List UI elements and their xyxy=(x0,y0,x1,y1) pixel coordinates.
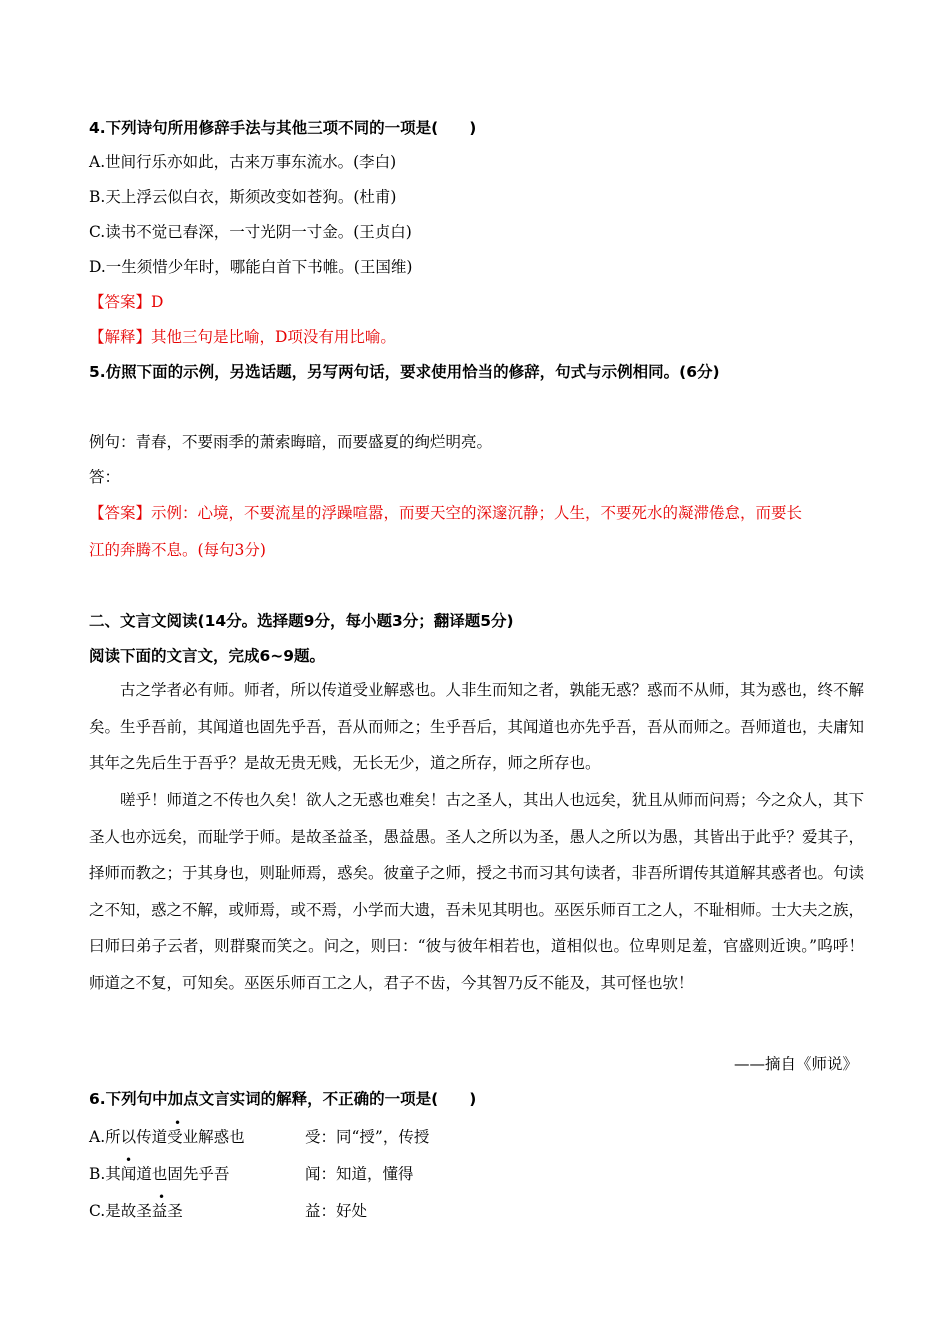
emphasis-dot-icon: • xyxy=(158,1190,166,1204)
question-4-answer: 【答案】D xyxy=(89,293,164,311)
emphasis-dot-icon: • xyxy=(174,1116,182,1130)
question-4-option-c: C.读书不觉已春深，一寸光阴一寸金。(王贞白) xyxy=(89,223,412,241)
question-4-explanation: 【解释】其他三句是比喻，D项没有用比喻。 xyxy=(89,328,396,346)
question-5-example: 例句：青春，不要雨季的萧索晦暗，而要盛夏的绚烂明亮。 xyxy=(89,433,493,451)
question-4-option-a: A.世间行乐亦如此，古来万事东流水。(李白) xyxy=(89,153,397,171)
question-6-stem: 6.下列句中加点文言实词的解释，不正确的一项是( ) xyxy=(89,1090,477,1108)
passage-paragraph-2: 嗟乎！师道之不传也久矣！欲人之无惑也难矣！古之圣人，其出人也远矣，犹且从师而问焉；今之众人，其下圣人也亦远矣，而耻学于师。是故圣益圣，愚益愚。圣人之所以为圣，愚人之所以为愚，其皆出于此乎？爱其子，择师而教之；于其身也，则耻师焉，惑矣。彼童子之师，授之书而习其句读者，非吾所谓传其道解其惑者也。句读之不知，惑之不解，或师焉，或不焉，小学而大遗，吾未见其明也。巫医乐师百工之人，不耻相师。士大夫之族，曰师曰弟子云者，则群聚而笑之。问之，则曰：“彼与彼年相若也，道相似也。位卑则足羞，官盛则近谀。”呜呼！师道之不复，可知矣。巫医乐师百工之人，君子不齿，今其智乃反不能及，其可怪也欤！ xyxy=(89,791,865,992)
question-6-option-b-definition: 闻：知道，懂得 xyxy=(305,1165,414,1183)
question-5-answer-line-2: 江的奔腾不息。(每句3分) xyxy=(89,541,266,559)
emphasis-dot-icon: • xyxy=(125,1153,133,1167)
question-5-answer-line-1: 【答案】示例：心境，不要流星的浮躁喧嚣，而要天空的深邃沉静；人生，不要死水的凝滞倦怠，而要长 xyxy=(89,504,803,522)
question-6-option-c-sentence: C.是故圣益圣 xyxy=(89,1202,183,1220)
passage-source: ——摘自《师说》 xyxy=(733,1055,858,1073)
question-6-option-a-sentence: A.所以传道受业解惑也 xyxy=(89,1128,245,1146)
question-6-option-a-definition: 受：同“授”，传授 xyxy=(305,1128,430,1146)
question-5-stem: 5.仿照下面的示例，另选话题，另写两句话，要求使用恰当的修辞，句式与示例相同。(6分) xyxy=(89,363,720,381)
section-2-instruction: 阅读下面的文言文，完成6~9题。 xyxy=(89,647,326,665)
passage-paragraph-1: 古之学者必有师。师者，所以传道受业解惑也。人非生而知之者，孰能无惑？惑而不从师，其为惑也，终不解矣。生乎吾前，其闻道也固先乎吾，吾从而师之；生乎吾后，其闻道也亦先乎吾，吾从而师之。吾师道也，夫庸知其年之先后生于吾乎？是故无贵无贱，无长无少，道之所存，师之所存也。 xyxy=(89,681,865,772)
question-4-stem: 4.下列诗句所用修辞手法与其他三项不同的一项是( ) xyxy=(89,119,477,137)
question-4-option-d: D.一生须惜少年时，哪能白首下书帷。(王国维) xyxy=(89,258,413,276)
section-2-heading: 二、文言文阅读(14分。选择题9分，每小题3分；翻译题5分) xyxy=(89,612,514,630)
question-6-option-b-sentence: B.其闻道也固先乎吾 xyxy=(89,1165,230,1183)
question-5-answer-prompt: 答： xyxy=(89,468,121,486)
question-6-option-c-definition: 益：好处 xyxy=(305,1202,368,1220)
question-4-option-b: B.天上浮云似白衣，斯须改变如苍狗。(杜甫) xyxy=(89,188,397,206)
